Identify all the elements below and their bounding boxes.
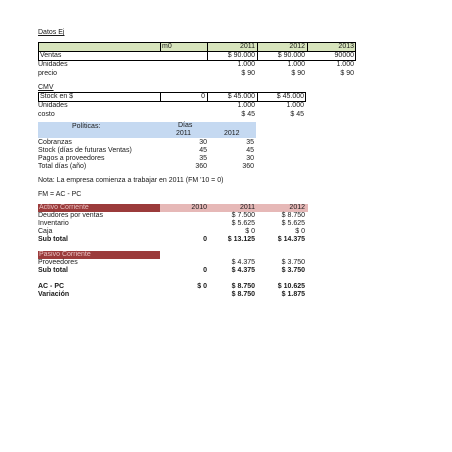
activo-subtotal-label: Sub total [38, 236, 68, 243]
acpc-cell: $ 0 [197, 283, 207, 290]
politicas-cell: 360 [242, 163, 254, 170]
activo-cell: $ 0 [295, 228, 305, 235]
activo-cell: $ 0 [245, 228, 255, 235]
datos-row-label: precio [38, 70, 58, 77]
activo-cell: $ 5.625 [231, 220, 255, 227]
cmv-cell: $ 45.000 [227, 93, 255, 100]
politicas-row-label: Pagos a proveedores [38, 155, 105, 162]
activo-cell: $ 7.500 [231, 212, 255, 219]
sheet-title: Datos Ej [38, 29, 65, 36]
pasivo-header: Pasivo Corriente [39, 251, 91, 258]
activo-row-label: Deudores por ventas [38, 212, 103, 219]
politicas-cell: 45 [246, 147, 254, 154]
datos-cell: $ 90.000 [227, 52, 255, 59]
formula-text: FM = AC - PC [38, 191, 82, 198]
activo-cell: $ 8.750 [281, 212, 305, 219]
datos-header-2011: 2011 [239, 43, 255, 50]
datos-header-2013: 2013 [338, 43, 354, 50]
acpc-cell: $ 8.750 [231, 283, 255, 290]
pasivo-subtotal-label: Sub total [38, 267, 68, 274]
pasivo-subtotal-cell: $ 3.750 [281, 267, 305, 274]
politicas-row-label: Cobranzas [38, 139, 72, 146]
datos-header-m0: m0 [162, 43, 172, 50]
pasivo-row-label: Proveedores [38, 259, 78, 266]
cmv-title: CMV [38, 84, 54, 91]
datos-row-label: Unidades [38, 61, 68, 68]
politicas-cell: 30 [199, 139, 207, 146]
politicas-year-2011: 2011 [176, 130, 192, 137]
cmv-cell: 0 [201, 93, 205, 100]
datos-header-2012: 2012 [289, 43, 305, 50]
activo-year: 2012 [289, 204, 305, 211]
activo-cell: $ 5.625 [281, 220, 305, 227]
activo-header: Activo Corriente [39, 204, 89, 211]
politicas-year-2012: 2012 [224, 130, 240, 137]
cmv-cell: $ 45 [241, 111, 255, 118]
politicas-row-label: Stock (días de futuras Ventas) [38, 147, 132, 154]
activo-subtotal-cell: 0 [203, 236, 207, 243]
acpc-label: AC - PC [38, 283, 65, 290]
datos-cell: $ 90 [291, 70, 305, 77]
politicas-header: Políticas: [72, 123, 101, 130]
cmv-cell: 1.000 [286, 102, 304, 109]
activo-row-label: Caja [38, 228, 53, 235]
pasivo-subtotal-cell: 0 [203, 267, 207, 274]
pasivo-subtotal-cell: $ 4.375 [231, 267, 255, 274]
datos-cell: 1.000 [237, 61, 255, 68]
acpc-cell: $ 10.625 [277, 283, 305, 290]
datos-cell: $ 90.000 [277, 52, 305, 59]
variacion-label: Variación [38, 291, 70, 298]
cmv-row-label: Unidades [38, 102, 68, 109]
politicas-row-label: Total días (año) [38, 163, 87, 170]
pasivo-cell: $ 3.750 [281, 259, 305, 266]
nota-text: Nota: La empresa comienza a trabajar en 2011 (FM '10 = 0) [38, 177, 224, 184]
politicas-cell: 35 [246, 139, 254, 146]
activo-subtotal-cell: $ 14.375 [277, 236, 305, 243]
datos-cell: 1.000 [336, 61, 354, 68]
variacion-cell: $ 8.750 [231, 291, 255, 298]
cmv-row-label: costo [38, 111, 55, 118]
activo-year: 2010 [191, 204, 207, 211]
activo-subtotal-cell: $ 13.125 [227, 236, 255, 243]
datos-cell: 1.000 [287, 61, 305, 68]
datos-cell: $ 90 [340, 70, 354, 77]
datos-row-label: Ventas [40, 52, 62, 59]
activo-year: 2011 [239, 204, 255, 211]
pasivo-cell: $ 4.375 [231, 259, 255, 266]
cmv-cell: 1.000 [237, 102, 255, 109]
cmv-row-label: Stock en $ [40, 93, 74, 100]
politicas-cell: 360 [195, 163, 207, 170]
politicas-cell: 30 [246, 155, 254, 162]
datos-cell: 90000 [334, 52, 354, 59]
activo-row-label: Inventario [38, 220, 69, 227]
politicas-cell: 45 [199, 147, 207, 154]
variacion-cell: $ 1.875 [281, 291, 305, 298]
politicas-dias: Días [178, 122, 193, 129]
datos-cell: $ 90 [241, 70, 255, 77]
cmv-cell: $ 45.000 [276, 93, 304, 100]
politicas-cell: 35 [199, 155, 207, 162]
cmv-cell: $ 45 [290, 111, 304, 118]
